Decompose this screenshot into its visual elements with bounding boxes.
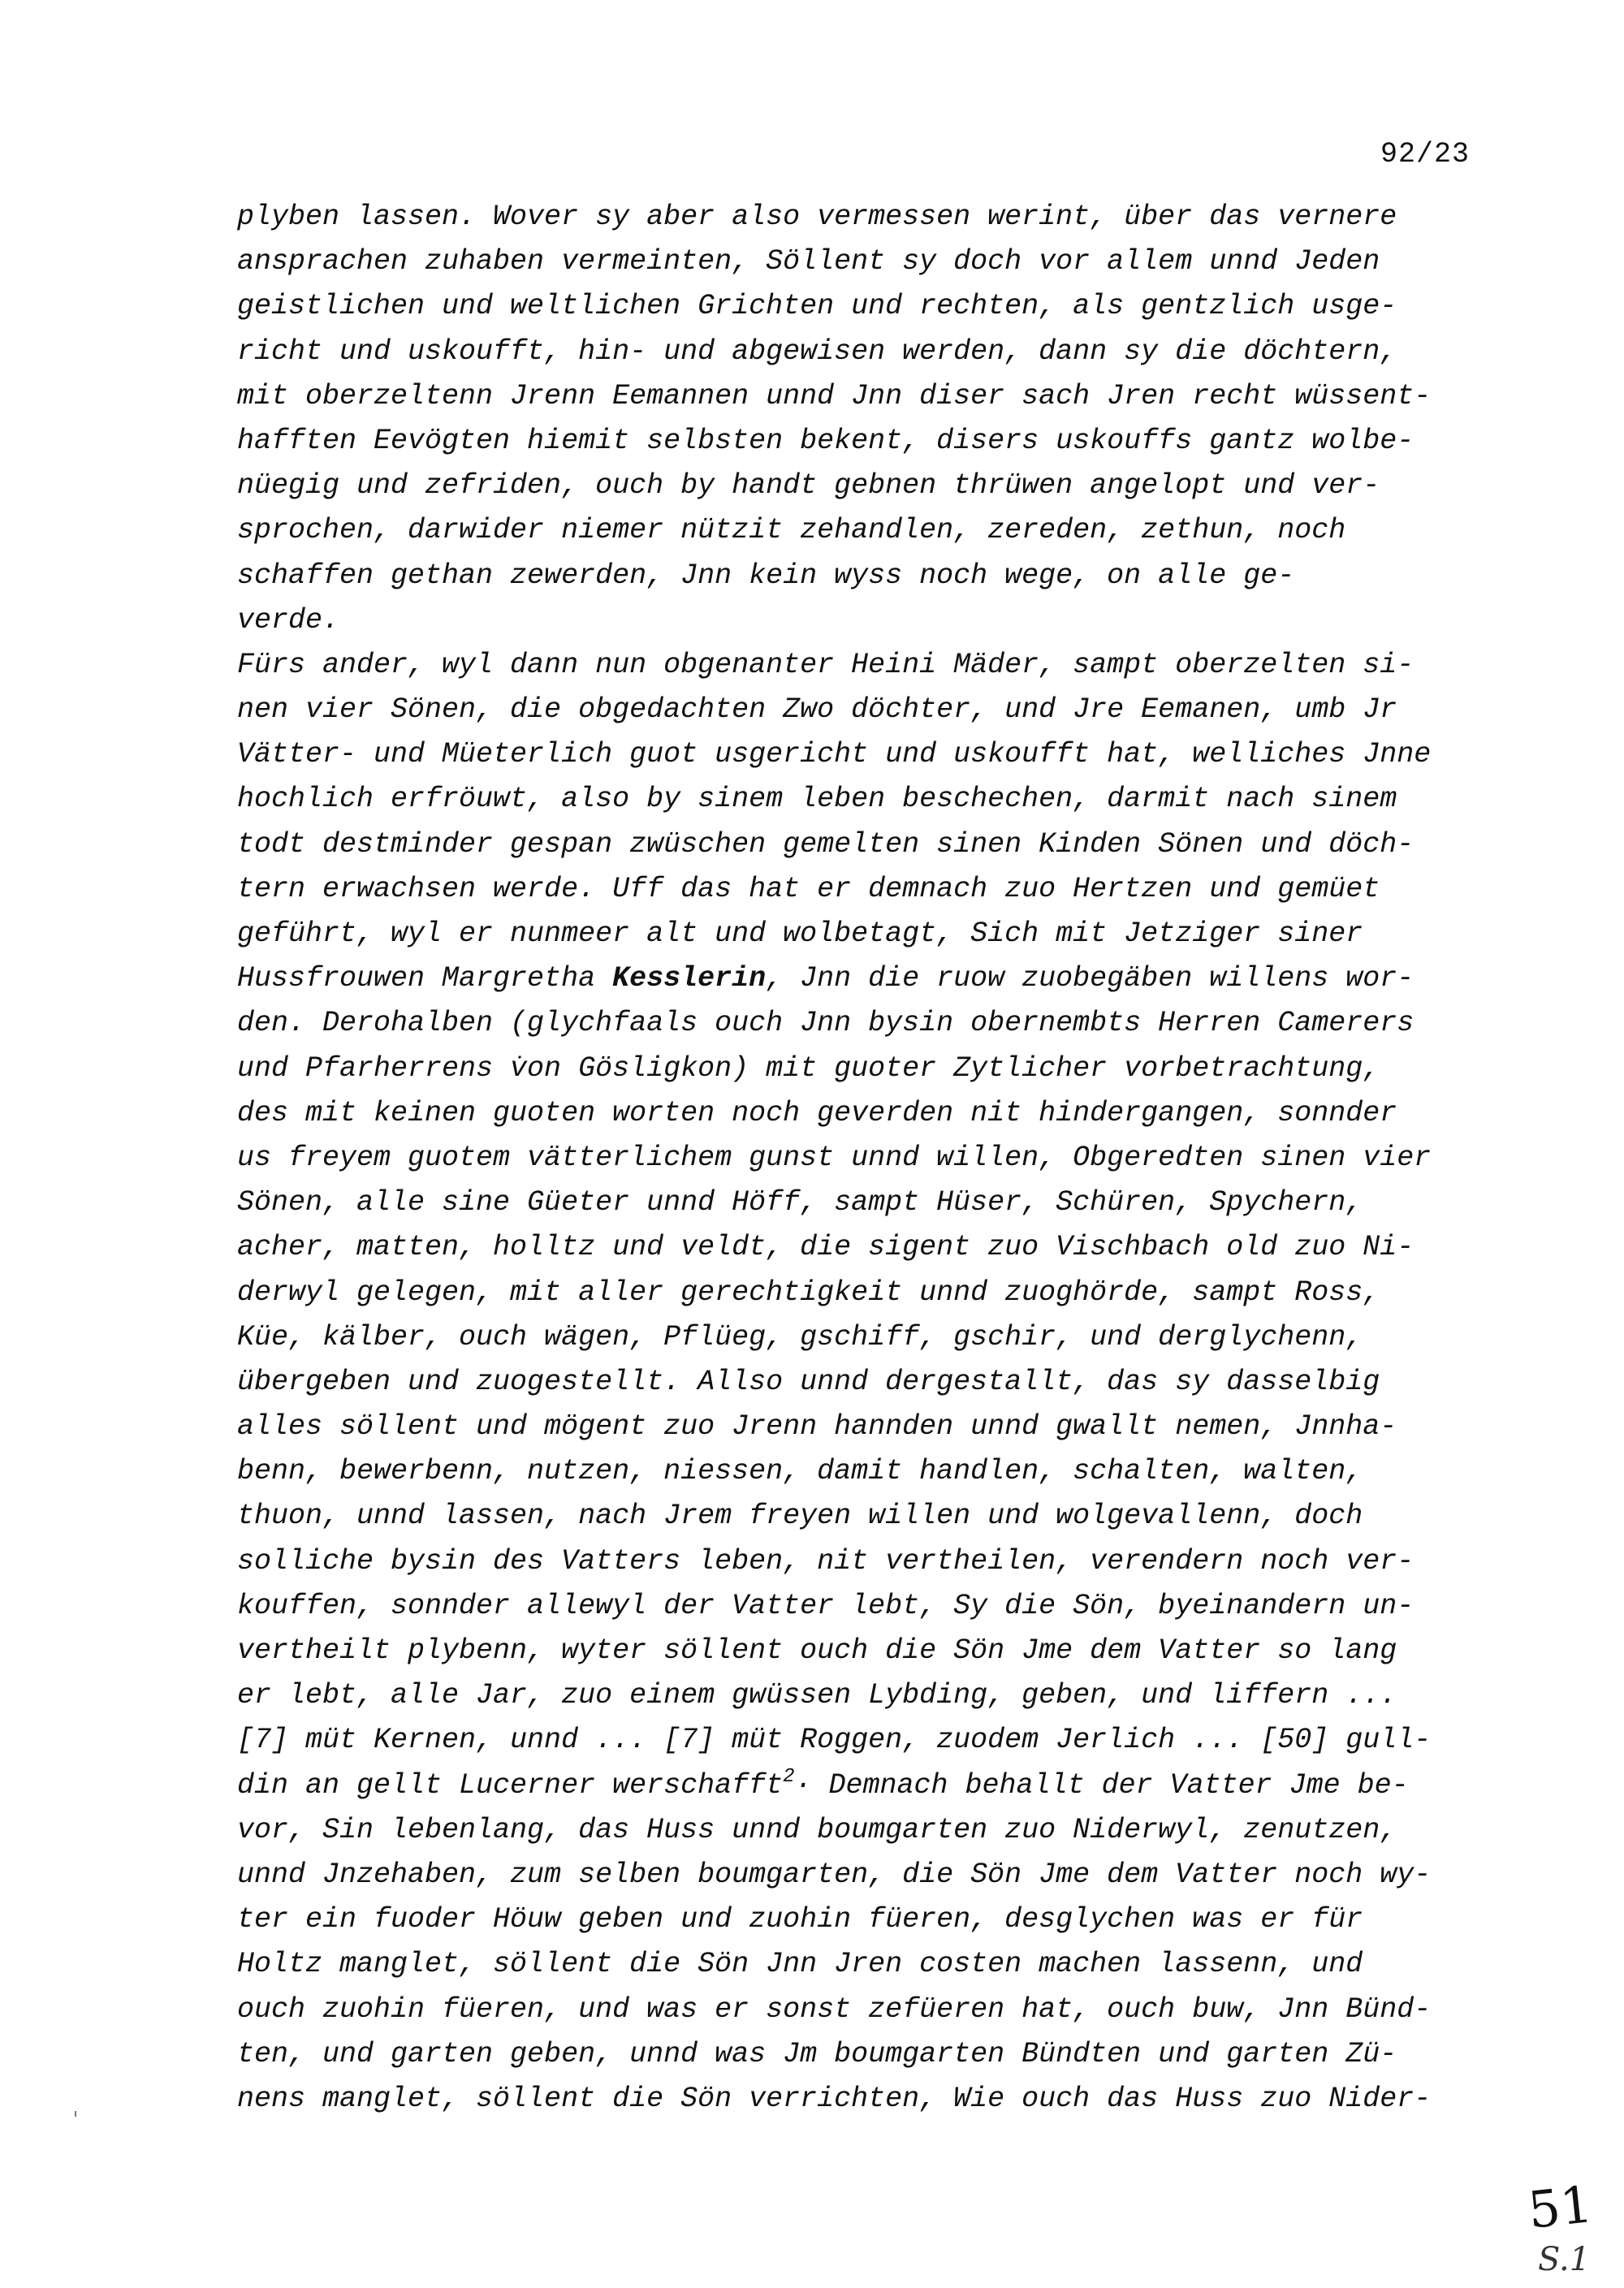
transcription-text [237, 195, 1618, 2122]
handwritten-folio-mark: 51 [1525, 2174, 1596, 2240]
text-line: geistlichen und weltlichen Grichten und rechten, als gentzlich usge- [237, 290, 1397, 323]
text-line: und Pfarherrens v̇on Gösligkon) mit guoter Zytlicher vorbetrachtung, [237, 1051, 1380, 1085]
text-line: thuon, unnd lassen, nach Jrem freyen willen und wolgevallenn, doch [237, 1500, 1363, 1533]
text-line: Fürs ander, wyl dann nun obgenanter Heini Mäder, sampt oberzelten si- [237, 648, 1415, 681]
text-line: verde. [237, 603, 340, 637]
text-line [237, 956, 1618, 1001]
text-line: [7] müt Kernen, unnd ... [7] müt Roggen, zuodem Jerlich ... [50] gull- [237, 1724, 1432, 1757]
text-line: übergeben und zuogestellt. Allso unnd dergestallt, das sy dasselbig [237, 1365, 1380, 1398]
text-line: nen vier Sönen, die obgedachten Zwo döchter, und Jre Eemanen, umb Jr [237, 693, 1397, 727]
text-line: den. Derohalben (glychfaals ouch Jnn bysin obernembts Herren Camerers [237, 1007, 1415, 1040]
text-line: vor, Sin lebenlang, das Huss unnd boumgarten zuo Niderwyl, zenutzen, [237, 1813, 1397, 1846]
text-line: Holtz manglet, söllent die Sön Jnn Jren costen machen lassenn, und [237, 1948, 1363, 1981]
text-line: ten, und garten geben, unnd was Jm boumgarten Bündten und garten Zü- [237, 2037, 1397, 2070]
text-line: derwyl gelegen, mit aller gerechtigkeit unnd zuoghörde, sampt Ross, [237, 1276, 1380, 1309]
text-line [237, 1763, 1618, 1808]
text-line: schaffen gethan zewerden, Jnn kein wyss noch wege, on alle ge- [237, 559, 1295, 592]
text-segment: Hussfrouwen Margretha [237, 962, 613, 995]
text-line: er lebt, alle Jar, zuo einem gwüssen Lybding, geben, und liffern ... [237, 1679, 1397, 1712]
text-line: todt destminder gespan zwüschen gemelten sinen Kinden Sönen und döch- [237, 827, 1415, 861]
text-line: ouch zuohin füeren, und was er sonst zefüeren hat, ouch buw, Jnn Bünd- [237, 1992, 1432, 2026]
text-segment: · Demnach behallt der Vatter Jme be- [794, 1768, 1409, 1802]
text-line: nens manglet, söllent die Sön verrichten, Wie ouch das Huss zuo Nider- [237, 2082, 1432, 2115]
text-line: Küe, kälber, ouch wägen, Pflüeg, gschiff, gschir, und derglychenn, [237, 1320, 1363, 1353]
text-line: acher, matten, holltz und veldt, die sigent zuo Vischbach old zuo Ni- [237, 1231, 1415, 1264]
page-number: 92/23 [1380, 138, 1471, 171]
footnote-marker: 2 [783, 1765, 795, 1788]
text-line: Vätter- und Müeterlich guot usgericht und uskoufft hat, welliches Jnne [237, 738, 1432, 771]
text-line: ansprachen zuhaben vermeinten, Söllent sy doch vor allem unnd Jeden [237, 245, 1380, 278]
text-line: hochlich erfröuwt, also by sinem leben beschechen, darmit nach sinem [237, 783, 1397, 816]
text-line: hafften Eevögten hiemit selbsten bekent, disers uskouffs gantz wolbe- [237, 424, 1415, 457]
text-line: vertheilt plybenn, wyter söllent ouch die Sön Jme dem Vatter so lang [237, 1634, 1397, 1667]
text-line: nüegig und zefriden, ouch by handt gebnen thrüwen angelopt und ver- [237, 469, 1380, 503]
text-line: Sönen, alle sine Güeter unnd Höff, sampt Hüser, Schüren, Spychern, [237, 1186, 1363, 1220]
text-line: alles söllent und mögent zuo Jrenn hannden unnd gwallt nemen, Jnnha- [237, 1410, 1397, 1444]
text-line: plyben lassen. Wover sy aber also vermessen werint, über das vernere [237, 201, 1397, 233]
text-line: tern erwachsen werde. Uff das hat er demnach zuo Hertzen und gemüet [237, 872, 1380, 905]
text-segment: , Jnn die ruow zuobegäben willens wor- [766, 962, 1415, 995]
text-line: unnd Jnzehaben, zum selben boumgarten, die Sön Jme dem Vatter noch wy- [237, 1858, 1432, 1891]
text-line: kouffen, sonnder allewyl der Vatter lebt, Sy die Sön, byeinandern un- [237, 1589, 1415, 1622]
text-segment: din an gellt Lucerner werschafft [237, 1768, 784, 1802]
text-line: benn, bewerbenn, nutzen, niessen, damit handlen, schalten, walten, [237, 1455, 1363, 1488]
text-line: us freyem guotem vätterlichem gunst unnd willen, Obgeredten sinen vier [237, 1141, 1432, 1174]
text-line: sprochen, darwider niemer nützit zehandlen, zereden, zethun, noch [237, 514, 1346, 547]
text-line: ter ein fuoder Höuw geben und zuohin füeren, desglychen was er für [237, 1903, 1363, 1936]
text-line: solliche bysin des Vatters leben, nit vertheilen, verendern noch ver- [237, 1544, 1415, 1578]
scan-speck [75, 2111, 76, 2117]
text-line: geführt, wyl er nunmeer alt und wolbetagt, Sich mit Jetziger siner [237, 917, 1363, 950]
bold-name: Kesslerin [612, 962, 767, 995]
text-line: richt und uskoufft, hin- und abgewisen werden, dann sy die döchtern, [237, 335, 1397, 368]
handwritten-initials: S.1 [1538, 2241, 1591, 2278]
text-line: mit oberzeltenn Jrenn Eemannen unnd Jnn diser sach Jren recht wüssent- [237, 379, 1432, 412]
text-line: des mit keinen guoten worten noch geverden nit hindergangen, sonnder [237, 1096, 1397, 1129]
